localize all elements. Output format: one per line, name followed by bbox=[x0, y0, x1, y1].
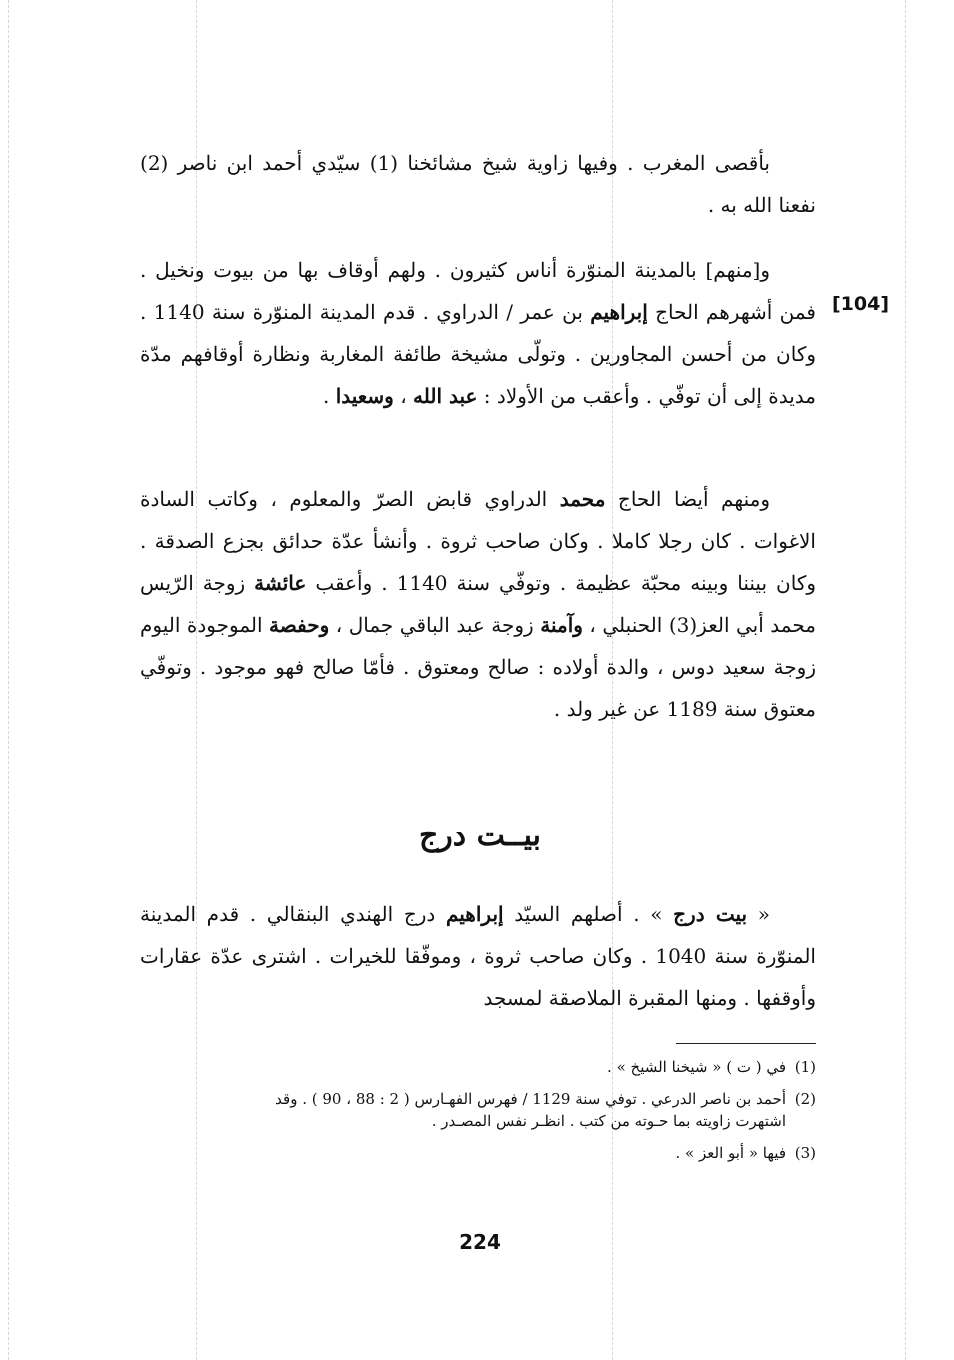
scan-guide-line bbox=[8, 0, 9, 1360]
bold-name: وسعيدا bbox=[335, 384, 394, 408]
footnote bbox=[220, 1088, 816, 1132]
section-heading: بيــت درج bbox=[418, 818, 542, 853]
text-run: زوجة عبد الباقي جمال ، bbox=[329, 613, 541, 637]
text-run: . bbox=[322, 384, 336, 408]
text-run: زوجة الرّيس محمد أبي العز(3) الحنبلي ، bbox=[140, 571, 816, 637]
page-number: 224 bbox=[459, 1230, 501, 1254]
paragraph-text bbox=[140, 893, 816, 1019]
paragraph-text bbox=[140, 249, 816, 417]
text-run: ومنهم أيضا الحاج bbox=[605, 487, 770, 511]
paragraph bbox=[140, 142, 816, 226]
bold-name: إبراهيم bbox=[445, 902, 504, 926]
footnote bbox=[220, 1142, 816, 1164]
footnotes bbox=[220, 1056, 816, 1174]
paragraph bbox=[140, 478, 816, 730]
text-run: الموجودة اليوم زوجة سعيد دوس ، والدة أولاده : صالح ومعتوق . فأمّا صالح فهو موجود . وتوفّي معتوق سنة 1189 عن غير ولد . bbox=[140, 613, 816, 721]
text-run: « bbox=[747, 902, 770, 926]
footnote-separator bbox=[676, 1043, 816, 1044]
footnote-mark: (3) bbox=[794, 1144, 816, 1162]
footnote-mark: (2) bbox=[794, 1090, 816, 1108]
paragraph bbox=[140, 893, 816, 1019]
bold-name: وآمنة bbox=[540, 613, 583, 637]
text-run: » . أصلهم السيّد bbox=[503, 902, 674, 926]
bold-name: عبد الله bbox=[413, 384, 478, 408]
bold-name: إبراهيم bbox=[590, 300, 648, 324]
text-run: بن عمر / الدراوي . قدم المدينة المنوّرة سنة 1140 . وكان من أحسن المجاورين . وتولّى مشيخة طائفة المغاربة ونظارة أوقافهم مدّة مديدة إلى أن توفّي . وأعقب من الأولاد : bbox=[140, 300, 816, 408]
margin-page-marker: [104] bbox=[832, 293, 890, 315]
text-run: بأقصى المغرب . وفيها زاوية شيخ مشائخنا (1) سيّدي أحمد ابن ناصر (2) نفعنا الله به . bbox=[140, 151, 816, 217]
footnote-text: أحمد بن ناصر الدرعي . توفي سنة 1129 / فهرس الفهـارس ( 2 : 88 ، 90 ) . وقد اشتهرت زاويته بما حـوته من كتب . انظـر نفس المصـدر . bbox=[275, 1090, 786, 1130]
footnote-mark: (1) bbox=[794, 1058, 816, 1076]
footnote-text: فيها « أبو العز » . bbox=[675, 1144, 786, 1162]
scan-guide-line bbox=[905, 0, 906, 1360]
paragraph bbox=[140, 249, 816, 417]
paragraph-text bbox=[140, 478, 816, 730]
bold-name: عائشة bbox=[254, 571, 307, 595]
footnote-text: في ( ت ) « شيخنا الشيخ » . bbox=[607, 1058, 786, 1076]
text-run: درج الهندي البنقالي . قدم المدينة المنوّرة سنة 1040 . وكان صاحب ثروة ، وموفّقا للخيرات . اشترى عدّة عقارات وأوقفها . ومنها المقبرة الملاصقة لمسجد bbox=[140, 902, 816, 1010]
text-run: ، bbox=[393, 384, 414, 408]
text-run: الدراوي قابض الصرّ والمعلوم ، وكاتب السادة الاغوات . كان رجلا كاملا . وكان صاحب ثروة . وأنشأ عدّة حدائق بجزع الصدقة . وكان بيننا وبينه محبّة عظيمة . وتوفّي سنة 1140 . وأعقب bbox=[140, 487, 816, 595]
bold-name: وحفصة bbox=[269, 613, 330, 637]
text-run: و[منهم] بالمدينة المنوّرة أناس كثيرون . ولهم أوقاف بها من بيوت ونخيل . فمن أشهرهم الحاج bbox=[140, 258, 816, 324]
footnote bbox=[220, 1056, 816, 1078]
paragraph-text bbox=[140, 142, 816, 226]
bold-name: بيت درج bbox=[673, 902, 748, 926]
bold-name: محمد bbox=[559, 487, 606, 511]
